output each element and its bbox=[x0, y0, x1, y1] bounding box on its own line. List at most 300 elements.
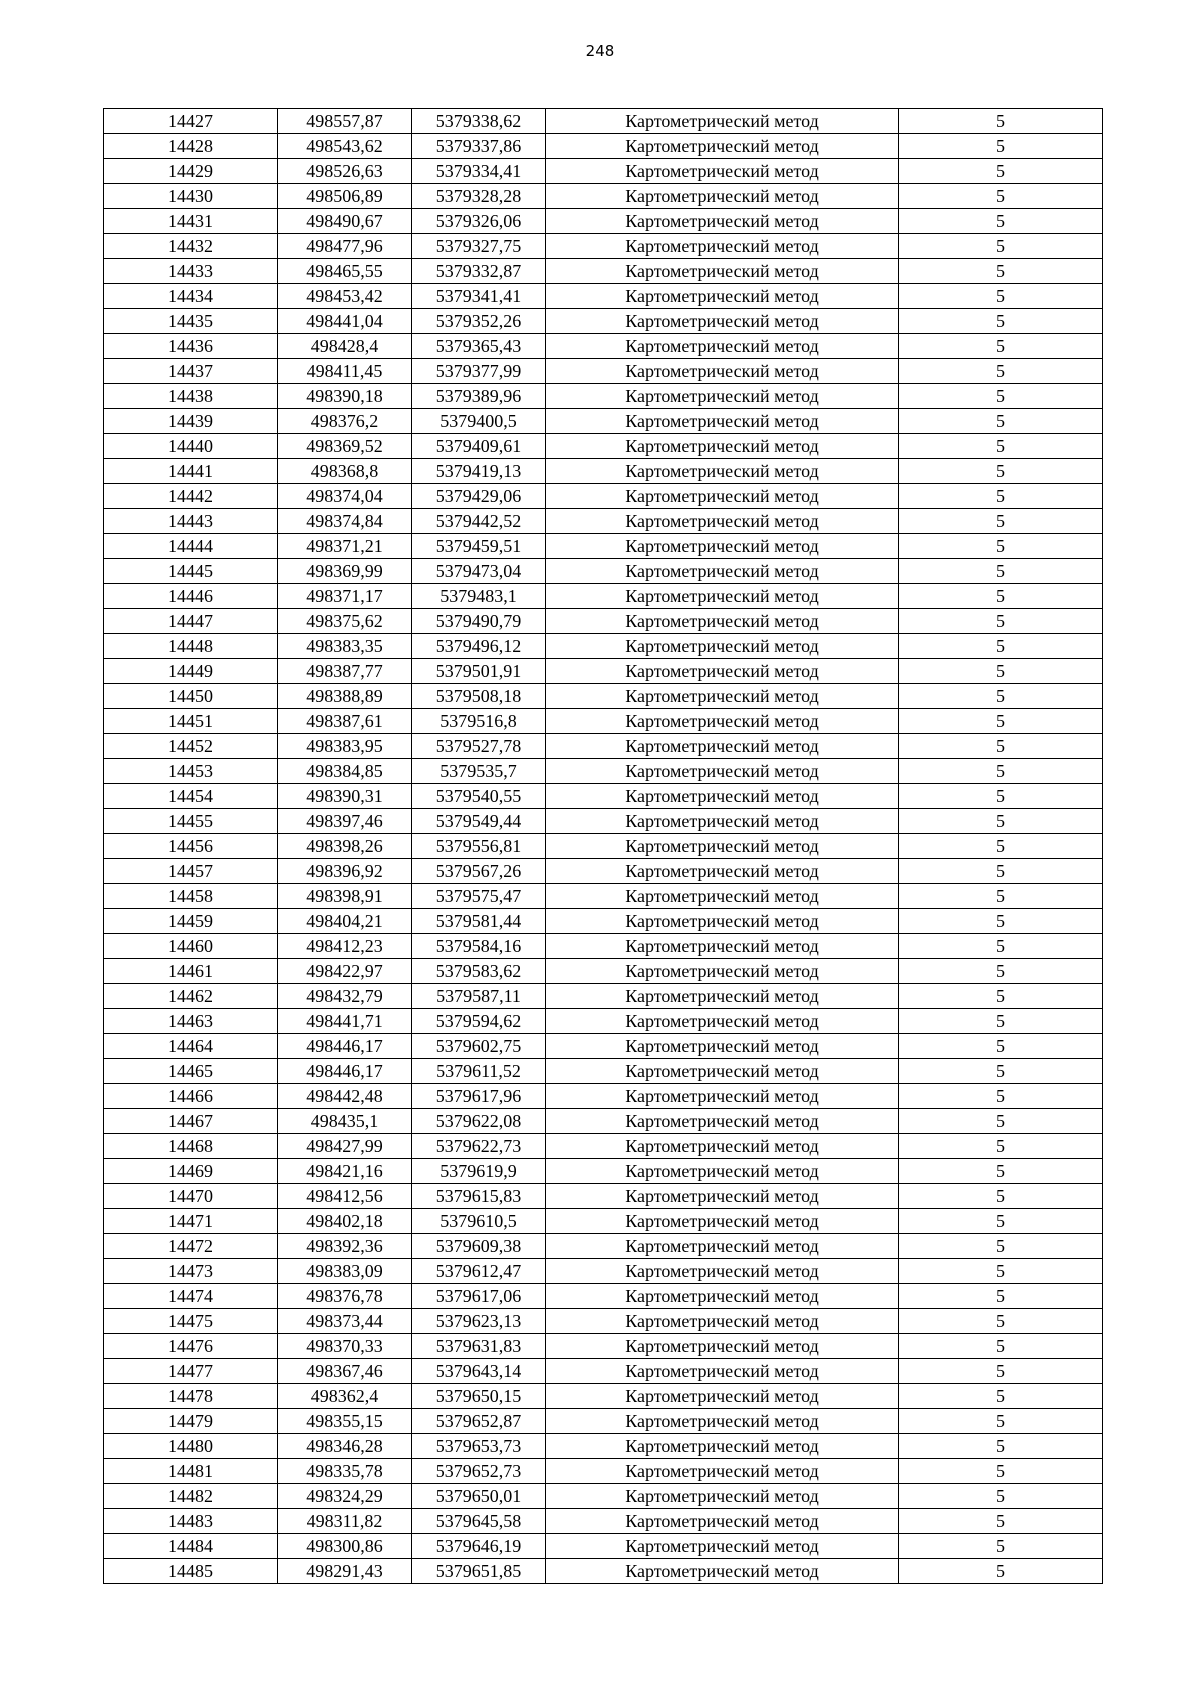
table-row bbox=[104, 809, 1103, 834]
coordinates-table bbox=[103, 108, 1103, 1584]
x-coordinate-cell: 498383,35 bbox=[278, 634, 412, 659]
table-row bbox=[104, 634, 1103, 659]
table-row bbox=[104, 1334, 1103, 1359]
table-row bbox=[104, 684, 1103, 709]
y-coordinate-cell: 5379327,75 bbox=[412, 234, 546, 259]
y-coordinate-cell: 5379490,79 bbox=[412, 609, 546, 634]
point-number-cell: 14476 bbox=[104, 1334, 278, 1359]
method-cell: Картометрический метод bbox=[546, 259, 899, 284]
point-number-cell: 14473 bbox=[104, 1259, 278, 1284]
point-number-cell: 14484 bbox=[104, 1534, 278, 1559]
point-number-cell: 14430 bbox=[104, 184, 278, 209]
accuracy-cell: 5 bbox=[899, 1334, 1103, 1359]
x-coordinate-cell: 498383,95 bbox=[278, 734, 412, 759]
x-coordinate-cell: 498374,04 bbox=[278, 484, 412, 509]
table-row bbox=[104, 409, 1103, 434]
point-number-cell: 14478 bbox=[104, 1384, 278, 1409]
accuracy-cell: 5 bbox=[899, 1184, 1103, 1209]
point-number-cell: 14465 bbox=[104, 1059, 278, 1084]
x-coordinate-cell: 498411,45 bbox=[278, 359, 412, 384]
method-cell: Картометрический метод bbox=[546, 1484, 899, 1509]
method-cell: Картометрический метод bbox=[546, 1009, 899, 1034]
x-coordinate-cell: 498384,85 bbox=[278, 759, 412, 784]
table-row bbox=[104, 834, 1103, 859]
point-number-cell: 14481 bbox=[104, 1459, 278, 1484]
x-coordinate-cell: 498346,28 bbox=[278, 1434, 412, 1459]
table-row bbox=[104, 1234, 1103, 1259]
table-row bbox=[104, 1109, 1103, 1134]
x-coordinate-cell: 498397,46 bbox=[278, 809, 412, 834]
x-coordinate-cell: 498371,17 bbox=[278, 584, 412, 609]
method-cell: Картометрический метод bbox=[546, 1159, 899, 1184]
method-cell: Картометрический метод bbox=[546, 109, 899, 134]
point-number-cell: 14449 bbox=[104, 659, 278, 684]
y-coordinate-cell: 5379652,73 bbox=[412, 1459, 546, 1484]
x-coordinate-cell: 498392,36 bbox=[278, 1234, 412, 1259]
x-coordinate-cell: 498368,8 bbox=[278, 459, 412, 484]
x-coordinate-cell: 498477,96 bbox=[278, 234, 412, 259]
table-row bbox=[104, 984, 1103, 1009]
point-number-cell: 14462 bbox=[104, 984, 278, 1009]
y-coordinate-cell: 5379459,51 bbox=[412, 534, 546, 559]
method-cell: Картометрический метод bbox=[546, 409, 899, 434]
accuracy-cell: 5 bbox=[899, 209, 1103, 234]
method-cell: Картометрический метод bbox=[546, 1259, 899, 1284]
y-coordinate-cell: 5379581,44 bbox=[412, 909, 546, 934]
point-number-cell: 14442 bbox=[104, 484, 278, 509]
method-cell: Картометрический метод bbox=[546, 309, 899, 334]
point-number-cell: 14435 bbox=[104, 309, 278, 334]
page-number: 248 bbox=[585, 42, 615, 60]
table-row bbox=[104, 1084, 1103, 1109]
x-coordinate-cell: 498398,91 bbox=[278, 884, 412, 909]
y-coordinate-cell: 5379623,13 bbox=[412, 1309, 546, 1334]
method-cell: Картометрический метод bbox=[546, 1284, 899, 1309]
method-cell: Картометрический метод bbox=[546, 909, 899, 934]
table-row bbox=[104, 184, 1103, 209]
y-coordinate-cell: 5379650,01 bbox=[412, 1484, 546, 1509]
method-cell: Картометрический метод bbox=[546, 759, 899, 784]
table-row bbox=[104, 109, 1103, 134]
accuracy-cell: 5 bbox=[899, 1409, 1103, 1434]
x-coordinate-cell: 498375,62 bbox=[278, 609, 412, 634]
accuracy-cell: 5 bbox=[899, 509, 1103, 534]
table-row bbox=[104, 259, 1103, 284]
accuracy-cell: 5 bbox=[899, 859, 1103, 884]
accuracy-cell: 5 bbox=[899, 709, 1103, 734]
y-coordinate-cell: 5379587,11 bbox=[412, 984, 546, 1009]
method-cell: Картометрический метод bbox=[546, 209, 899, 234]
accuracy-cell: 5 bbox=[899, 1209, 1103, 1234]
y-coordinate-cell: 5379400,5 bbox=[412, 409, 546, 434]
accuracy-cell: 5 bbox=[899, 1109, 1103, 1134]
x-coordinate-cell: 498404,21 bbox=[278, 909, 412, 934]
point-number-cell: 14448 bbox=[104, 634, 278, 659]
y-coordinate-cell: 5379617,96 bbox=[412, 1084, 546, 1109]
x-coordinate-cell: 498311,82 bbox=[278, 1509, 412, 1534]
accuracy-cell: 5 bbox=[899, 134, 1103, 159]
x-coordinate-cell: 498441,04 bbox=[278, 309, 412, 334]
point-number-cell: 14440 bbox=[104, 434, 278, 459]
point-number-cell: 14464 bbox=[104, 1034, 278, 1059]
y-coordinate-cell: 5379332,87 bbox=[412, 259, 546, 284]
x-coordinate-cell: 498490,67 bbox=[278, 209, 412, 234]
x-coordinate-cell: 498506,89 bbox=[278, 184, 412, 209]
x-coordinate-cell: 498412,23 bbox=[278, 934, 412, 959]
table-row bbox=[104, 459, 1103, 484]
point-number-cell: 14458 bbox=[104, 884, 278, 909]
method-cell: Картометрический метод bbox=[546, 859, 899, 884]
accuracy-cell: 5 bbox=[899, 884, 1103, 909]
y-coordinate-cell: 5379326,06 bbox=[412, 209, 546, 234]
accuracy-cell: 5 bbox=[899, 1484, 1103, 1509]
x-coordinate-cell: 498387,61 bbox=[278, 709, 412, 734]
y-coordinate-cell: 5379653,73 bbox=[412, 1434, 546, 1459]
x-coordinate-cell: 498435,1 bbox=[278, 1109, 412, 1134]
point-number-cell: 14428 bbox=[104, 134, 278, 159]
y-coordinate-cell: 5379334,41 bbox=[412, 159, 546, 184]
y-coordinate-cell: 5379419,13 bbox=[412, 459, 546, 484]
method-cell: Картометрический метод bbox=[546, 1384, 899, 1409]
method-cell: Картометрический метод bbox=[546, 1359, 899, 1384]
y-coordinate-cell: 5379473,04 bbox=[412, 559, 546, 584]
y-coordinate-cell: 5379549,44 bbox=[412, 809, 546, 834]
table-row bbox=[104, 1134, 1103, 1159]
point-number-cell: 14455 bbox=[104, 809, 278, 834]
point-number-cell: 14453 bbox=[104, 759, 278, 784]
accuracy-cell: 5 bbox=[899, 834, 1103, 859]
method-cell: Картометрический метод bbox=[546, 134, 899, 159]
accuracy-cell: 5 bbox=[899, 459, 1103, 484]
y-coordinate-cell: 5379352,26 bbox=[412, 309, 546, 334]
table-row bbox=[104, 1259, 1103, 1284]
accuracy-cell: 5 bbox=[899, 1034, 1103, 1059]
x-coordinate-cell: 498465,55 bbox=[278, 259, 412, 284]
table-row bbox=[104, 1534, 1103, 1559]
method-cell: Картометрический метод bbox=[546, 1534, 899, 1559]
point-number-cell: 14432 bbox=[104, 234, 278, 259]
x-coordinate-cell: 498376,2 bbox=[278, 409, 412, 434]
y-coordinate-cell: 5379594,62 bbox=[412, 1009, 546, 1034]
accuracy-cell: 5 bbox=[899, 984, 1103, 1009]
y-coordinate-cell: 5379527,78 bbox=[412, 734, 546, 759]
point-number-cell: 14446 bbox=[104, 584, 278, 609]
method-cell: Картометрический метод bbox=[546, 1034, 899, 1059]
accuracy-cell: 5 bbox=[899, 1559, 1103, 1584]
method-cell: Картометрический метод bbox=[546, 459, 899, 484]
accuracy-cell: 5 bbox=[899, 409, 1103, 434]
point-number-cell: 14472 bbox=[104, 1234, 278, 1259]
table-row bbox=[104, 1559, 1103, 1584]
x-coordinate-cell: 498369,99 bbox=[278, 559, 412, 584]
table-row bbox=[104, 859, 1103, 884]
method-cell: Картометрический метод bbox=[546, 1209, 899, 1234]
method-cell: Картометрический метод bbox=[546, 1334, 899, 1359]
x-coordinate-cell: 498422,97 bbox=[278, 959, 412, 984]
y-coordinate-cell: 5379442,52 bbox=[412, 509, 546, 534]
method-cell: Картометрический метод bbox=[546, 934, 899, 959]
table-row bbox=[104, 1359, 1103, 1384]
accuracy-cell: 5 bbox=[899, 934, 1103, 959]
point-number-cell: 14427 bbox=[104, 109, 278, 134]
table-row bbox=[104, 1309, 1103, 1334]
x-coordinate-cell: 498388,89 bbox=[278, 684, 412, 709]
accuracy-cell: 5 bbox=[899, 909, 1103, 934]
y-coordinate-cell: 5379622,73 bbox=[412, 1134, 546, 1159]
accuracy-cell: 5 bbox=[899, 534, 1103, 559]
point-number-cell: 14447 bbox=[104, 609, 278, 634]
point-number-cell: 14457 bbox=[104, 859, 278, 884]
accuracy-cell: 5 bbox=[899, 434, 1103, 459]
method-cell: Картометрический метод bbox=[546, 634, 899, 659]
x-coordinate-cell: 498526,63 bbox=[278, 159, 412, 184]
table-row bbox=[104, 784, 1103, 809]
y-coordinate-cell: 5379652,87 bbox=[412, 1409, 546, 1434]
method-cell: Картометрический метод bbox=[546, 609, 899, 634]
method-cell: Картометрический метод bbox=[546, 734, 899, 759]
point-number-cell: 14456 bbox=[104, 834, 278, 859]
y-coordinate-cell: 5379611,52 bbox=[412, 1059, 546, 1084]
method-cell: Картометрический метод bbox=[546, 1234, 899, 1259]
x-coordinate-cell: 498428,4 bbox=[278, 334, 412, 359]
x-coordinate-cell: 498362,4 bbox=[278, 1384, 412, 1409]
y-coordinate-cell: 5379516,8 bbox=[412, 709, 546, 734]
point-number-cell: 14441 bbox=[104, 459, 278, 484]
y-coordinate-cell: 5379609,38 bbox=[412, 1234, 546, 1259]
table-row bbox=[104, 1209, 1103, 1234]
x-coordinate-cell: 498427,99 bbox=[278, 1134, 412, 1159]
method-cell: Картометрический метод bbox=[546, 709, 899, 734]
table-row bbox=[104, 209, 1103, 234]
accuracy-cell: 5 bbox=[899, 159, 1103, 184]
y-coordinate-cell: 5379328,28 bbox=[412, 184, 546, 209]
point-number-cell: 14460 bbox=[104, 934, 278, 959]
x-coordinate-cell: 498373,44 bbox=[278, 1309, 412, 1334]
x-coordinate-cell: 498367,46 bbox=[278, 1359, 412, 1384]
method-cell: Картометрический метод bbox=[546, 1184, 899, 1209]
y-coordinate-cell: 5379619,9 bbox=[412, 1159, 546, 1184]
x-coordinate-cell: 498441,71 bbox=[278, 1009, 412, 1034]
accuracy-cell: 5 bbox=[899, 1384, 1103, 1409]
method-cell: Картометрический метод bbox=[546, 984, 899, 1009]
y-coordinate-cell: 5379645,58 bbox=[412, 1509, 546, 1534]
method-cell: Картометрический метод bbox=[546, 359, 899, 384]
y-coordinate-cell: 5379650,15 bbox=[412, 1384, 546, 1409]
accuracy-cell: 5 bbox=[899, 1309, 1103, 1334]
point-number-cell: 14467 bbox=[104, 1109, 278, 1134]
method-cell: Картометрический метод bbox=[546, 1409, 899, 1434]
point-number-cell: 14443 bbox=[104, 509, 278, 534]
accuracy-cell: 5 bbox=[899, 1359, 1103, 1384]
table-row bbox=[104, 1159, 1103, 1184]
y-coordinate-cell: 5379483,1 bbox=[412, 584, 546, 609]
accuracy-cell: 5 bbox=[899, 1134, 1103, 1159]
point-number-cell: 14483 bbox=[104, 1509, 278, 1534]
accuracy-cell: 5 bbox=[899, 109, 1103, 134]
table-row bbox=[104, 159, 1103, 184]
x-coordinate-cell: 498442,48 bbox=[278, 1084, 412, 1109]
accuracy-cell: 5 bbox=[899, 1234, 1103, 1259]
x-coordinate-cell: 498412,56 bbox=[278, 1184, 412, 1209]
x-coordinate-cell: 498396,92 bbox=[278, 859, 412, 884]
x-coordinate-cell: 498446,17 bbox=[278, 1034, 412, 1059]
point-number-cell: 14485 bbox=[104, 1559, 278, 1584]
y-coordinate-cell: 5379556,81 bbox=[412, 834, 546, 859]
table-row bbox=[104, 1509, 1103, 1534]
y-coordinate-cell: 5379365,43 bbox=[412, 334, 546, 359]
x-coordinate-cell: 498369,52 bbox=[278, 434, 412, 459]
x-coordinate-cell: 498374,84 bbox=[278, 509, 412, 534]
table-row bbox=[104, 1009, 1103, 1034]
y-coordinate-cell: 5379389,96 bbox=[412, 384, 546, 409]
method-cell: Картометрический метод bbox=[546, 1309, 899, 1334]
method-cell: Картометрический метод bbox=[546, 884, 899, 909]
y-coordinate-cell: 5379508,18 bbox=[412, 684, 546, 709]
x-coordinate-cell: 498291,43 bbox=[278, 1559, 412, 1584]
method-cell: Картометрический метод bbox=[546, 809, 899, 834]
method-cell: Картометрический метод bbox=[546, 959, 899, 984]
method-cell: Картометрический метод bbox=[546, 1084, 899, 1109]
table-row bbox=[104, 734, 1103, 759]
y-coordinate-cell: 5379575,47 bbox=[412, 884, 546, 909]
accuracy-cell: 5 bbox=[899, 759, 1103, 784]
accuracy-cell: 5 bbox=[899, 809, 1103, 834]
y-coordinate-cell: 5379584,16 bbox=[412, 934, 546, 959]
table-row bbox=[104, 759, 1103, 784]
point-number-cell: 14470 bbox=[104, 1184, 278, 1209]
method-cell: Картометрический метод bbox=[546, 1059, 899, 1084]
accuracy-cell: 5 bbox=[899, 1084, 1103, 1109]
table-row bbox=[104, 1409, 1103, 1434]
point-number-cell: 14452 bbox=[104, 734, 278, 759]
accuracy-cell: 5 bbox=[899, 359, 1103, 384]
table-row bbox=[104, 384, 1103, 409]
accuracy-cell: 5 bbox=[899, 1459, 1103, 1484]
point-number-cell: 14459 bbox=[104, 909, 278, 934]
table-row bbox=[104, 1484, 1103, 1509]
method-cell: Картометрический метод bbox=[546, 1134, 899, 1159]
table-row bbox=[104, 359, 1103, 384]
method-cell: Картометрический метод bbox=[546, 159, 899, 184]
point-number-cell: 14463 bbox=[104, 1009, 278, 1034]
x-coordinate-cell: 498300,86 bbox=[278, 1534, 412, 1559]
table-row bbox=[104, 334, 1103, 359]
method-cell: Картометрический метод bbox=[546, 284, 899, 309]
accuracy-cell: 5 bbox=[899, 334, 1103, 359]
method-cell: Картометрический метод bbox=[546, 684, 899, 709]
accuracy-cell: 5 bbox=[899, 1434, 1103, 1459]
point-number-cell: 14451 bbox=[104, 709, 278, 734]
accuracy-cell: 5 bbox=[899, 1509, 1103, 1534]
x-coordinate-cell: 498398,26 bbox=[278, 834, 412, 859]
point-number-cell: 14433 bbox=[104, 259, 278, 284]
method-cell: Картометрический метод bbox=[546, 659, 899, 684]
point-number-cell: 14482 bbox=[104, 1484, 278, 1509]
method-cell: Картометрический метод bbox=[546, 584, 899, 609]
method-cell: Картометрический метод bbox=[546, 509, 899, 534]
method-cell: Картометрический метод bbox=[546, 234, 899, 259]
x-coordinate-cell: 498543,62 bbox=[278, 134, 412, 159]
method-cell: Картометрический метод bbox=[546, 384, 899, 409]
method-cell: Картометрический метод bbox=[546, 434, 899, 459]
y-coordinate-cell: 5379643,14 bbox=[412, 1359, 546, 1384]
point-number-cell: 14468 bbox=[104, 1134, 278, 1159]
y-coordinate-cell: 5379496,12 bbox=[412, 634, 546, 659]
method-cell: Картометрический метод bbox=[546, 334, 899, 359]
y-coordinate-cell: 5379535,7 bbox=[412, 759, 546, 784]
point-number-cell: 14436 bbox=[104, 334, 278, 359]
y-coordinate-cell: 5379501,91 bbox=[412, 659, 546, 684]
point-number-cell: 14466 bbox=[104, 1084, 278, 1109]
x-coordinate-cell: 498371,21 bbox=[278, 534, 412, 559]
x-coordinate-cell: 498453,42 bbox=[278, 284, 412, 309]
point-number-cell: 14434 bbox=[104, 284, 278, 309]
accuracy-cell: 5 bbox=[899, 959, 1103, 984]
method-cell: Картометрический метод bbox=[546, 1559, 899, 1584]
x-coordinate-cell: 498324,29 bbox=[278, 1484, 412, 1509]
table-row bbox=[104, 584, 1103, 609]
y-coordinate-cell: 5379602,75 bbox=[412, 1034, 546, 1059]
table-row bbox=[104, 1184, 1103, 1209]
accuracy-cell: 5 bbox=[899, 234, 1103, 259]
point-number-cell: 14445 bbox=[104, 559, 278, 584]
accuracy-cell: 5 bbox=[899, 259, 1103, 284]
point-number-cell: 14471 bbox=[104, 1209, 278, 1234]
y-coordinate-cell: 5379610,5 bbox=[412, 1209, 546, 1234]
y-coordinate-cell: 5379341,41 bbox=[412, 284, 546, 309]
point-number-cell: 14431 bbox=[104, 209, 278, 234]
point-number-cell: 14438 bbox=[104, 384, 278, 409]
point-number-cell: 14437 bbox=[104, 359, 278, 384]
point-number-cell: 14480 bbox=[104, 1434, 278, 1459]
point-number-cell: 14479 bbox=[104, 1409, 278, 1434]
point-number-cell: 14439 bbox=[104, 409, 278, 434]
accuracy-cell: 5 bbox=[899, 1059, 1103, 1084]
accuracy-cell: 5 bbox=[899, 1259, 1103, 1284]
point-number-cell: 14469 bbox=[104, 1159, 278, 1184]
point-number-cell: 14454 bbox=[104, 784, 278, 809]
x-coordinate-cell: 498387,77 bbox=[278, 659, 412, 684]
table-row bbox=[104, 934, 1103, 959]
table-row bbox=[104, 559, 1103, 584]
x-coordinate-cell: 498446,17 bbox=[278, 1059, 412, 1084]
y-coordinate-cell: 5379409,61 bbox=[412, 434, 546, 459]
accuracy-cell: 5 bbox=[899, 1534, 1103, 1559]
x-coordinate-cell: 498390,31 bbox=[278, 784, 412, 809]
x-coordinate-cell: 498355,15 bbox=[278, 1409, 412, 1434]
x-coordinate-cell: 498376,78 bbox=[278, 1284, 412, 1309]
method-cell: Картометрический метод bbox=[546, 1434, 899, 1459]
point-number-cell: 14450 bbox=[104, 684, 278, 709]
accuracy-cell: 5 bbox=[899, 659, 1103, 684]
point-number-cell: 14461 bbox=[104, 959, 278, 984]
table-row bbox=[104, 709, 1103, 734]
accuracy-cell: 5 bbox=[899, 284, 1103, 309]
y-coordinate-cell: 5379540,55 bbox=[412, 784, 546, 809]
accuracy-cell: 5 bbox=[899, 1159, 1103, 1184]
y-coordinate-cell: 5379617,06 bbox=[412, 1284, 546, 1309]
accuracy-cell: 5 bbox=[899, 584, 1103, 609]
table-row bbox=[104, 1384, 1103, 1409]
table-row bbox=[104, 134, 1103, 159]
table-row bbox=[104, 1059, 1103, 1084]
table-row bbox=[104, 1034, 1103, 1059]
table-row bbox=[104, 909, 1103, 934]
point-number-cell: 14475 bbox=[104, 1309, 278, 1334]
x-coordinate-cell: 498557,87 bbox=[278, 109, 412, 134]
x-coordinate-cell: 498421,16 bbox=[278, 1159, 412, 1184]
table-row bbox=[104, 484, 1103, 509]
